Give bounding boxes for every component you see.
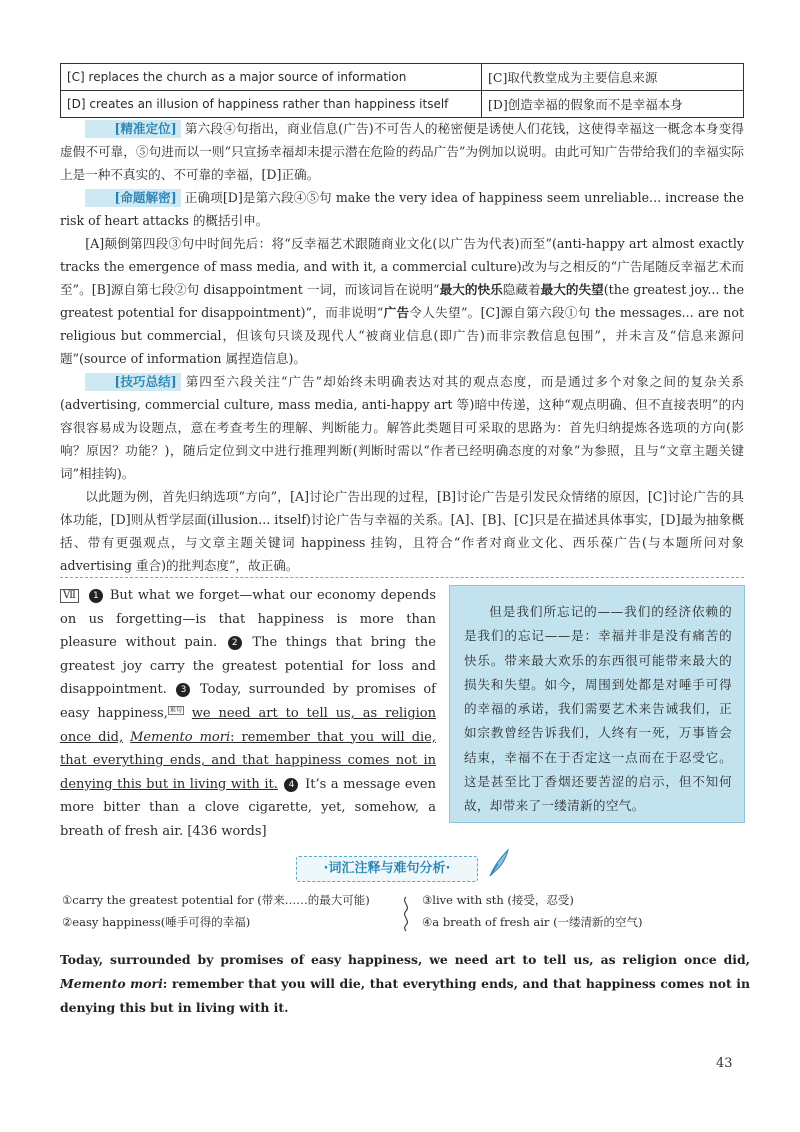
sentence-number-4: 4 bbox=[284, 778, 298, 792]
translation-box: 但是我们所忘记的——我们的经济依赖的是我们的忘记——是：幸福并非是没有痛苦的快乐。带来最大欢乐的东西很可能带来最大的损失和失望。如今，周围到处都是对唾手可得的幸福的承诺，我们需要艺术来告诫我们，正如宗教曾经告诉我们，人终有一死，万事皆会结束，幸福不在于否定这一点而在于忍受它。这是甚至比丁香烟还要苦涩的启示，但不知何故，却带来了一缕清新的空气。 bbox=[449, 585, 745, 823]
page-number: 43 bbox=[716, 1056, 733, 1071]
tip-text: 第四至六段关注“广告”却始终未明确表达对其的观点态度，而是通过多个对象之间的复杂关系(advertising, commercial culture, mass media, anti-happy art 等)暗中传递，这种“观点明确、但不直接表明”的内容很容易成为设题点，意在考查考生的理解、判断能力。解答此类题目可采取的思路为：首先归纳提炼各选项的方向(影响？原因？功能？)，随后定位到文中进行推理判断(判断时需以“作者已经明确态度的对象”为参照，且与“文章主题关键词”相挂钩)。 bbox=[60, 374, 744, 481]
difficult-sentence-part-2: : remember that you will die, that everything ends, and that happiness comes not in denying this but in living with it. bbox=[60, 976, 750, 1015]
locate-paragraph bbox=[60, 117, 744, 186]
vocab-section-title: ·词汇注释与难句分析· bbox=[296, 856, 478, 882]
wrong-c-text: 令人失望”。[C]源自第六段①句 the messages... are not religious but commercial，但该句只谈及现代人“被商业信息(即广告)而非宗教信息包围”，并未言及“信息来源问题”(source of information 属捏造信息)。 bbox=[60, 305, 745, 366]
table-row bbox=[61, 64, 744, 91]
decode-paragraph bbox=[60, 186, 744, 232]
option-d-zh: [D]创造幸福的假象而不是幸福本身 bbox=[482, 91, 744, 118]
wrong-options-paragraph bbox=[60, 232, 744, 370]
tip-tag: [技巧总结] bbox=[85, 373, 180, 391]
difficult-sentence-mark: 难句 bbox=[169, 706, 182, 714]
option-d-en: [D] creates an illusion of happiness rather than happiness itself bbox=[61, 91, 482, 118]
vocab-item-2: ②easy happiness(唾手可得的幸福) bbox=[62, 915, 251, 929]
locate-text: 第六段④句指出，商业信息(广告)不可告人的秘密便是诱使人们花钱，这使得幸福这一概念本身变得虚假不可靠，⑤句进而以一则“只宣扬幸福却未提示潜在危险的药品广告”为例加以说明。由此可知广告带给我们的幸福实际上是一种不真实的、不可靠的幸福，[D]正确。 bbox=[60, 121, 744, 182]
table-row bbox=[61, 91, 744, 118]
locate-tag: [精准定位] bbox=[85, 120, 180, 138]
decode-tag: [命题解密] bbox=[85, 189, 180, 207]
decode-text: 正确项[D]是第六段④⑤句 make the very idea of happiness seem unreliable... increase the risk of heart attacks 的概括引申。 bbox=[60, 190, 744, 228]
vocab-item-1: ①carry the greatest potential for (带来……的最大可能) bbox=[62, 893, 370, 907]
bold-advertising: 广告 bbox=[383, 305, 410, 320]
sentence-3-underlined-b: : remember that you will die, that everything ends, and that happiness comes not in denying this but in living with it. bbox=[60, 729, 437, 792]
quill-pen-icon bbox=[486, 848, 512, 878]
sentence-number-1: 1 bbox=[89, 589, 103, 603]
option-c-en: [C] replaces the church as a major source of information bbox=[61, 64, 482, 91]
difficult-sentence-italic: Memento mori bbox=[60, 976, 163, 991]
example-paragraph: 以此题为例，首先归纳选项“方向”，[A]讨论广告出现的过程，[B]讨论广告是引发民众情绪的原因，[C]讨论广告的具体功能，[D]则从哲学层面(illusion... itself)讨论广告与幸福的关系。[A]、[B]、[C]只是在描述具体事实，[D]最为抽象概括、带有更强观点，与文章主题关键词 happiness 挂钩，且符合“作者对商业文化、西乐葆广告(与本题所问对象 advertising 重合)的批判态度”，故正确。 bbox=[60, 489, 744, 573]
decorative-swirl-icon bbox=[400, 896, 412, 932]
vocab-item-3: ③live with sth (接受，忍受) bbox=[422, 893, 574, 907]
sentence-3-intro: Today, surrounded by promises of easy happiness, bbox=[60, 682, 436, 721]
bold-greatest-disappointment: 最大的失望 bbox=[540, 282, 604, 297]
difficult-sentence-part-1: Today, surrounded by promises of easy happiness, we need art to tell us, as religion once did, bbox=[60, 952, 750, 967]
options-table bbox=[60, 63, 744, 118]
sentence-number-3: 3 bbox=[176, 683, 190, 697]
passage-paragraph-7 bbox=[60, 584, 436, 844]
answer-analysis bbox=[60, 117, 744, 577]
sentence-3-underlined-a: we need art to tell us, as religion once did, bbox=[60, 705, 437, 745]
word-count: [436 words] bbox=[187, 823, 267, 839]
wrong-a-text: [A]颠倒第四段③句中时间先后：将“反幸福艺术跟随商业文化(以广告为代表)而至”(anti-happy art almost exactly tracks the emergence of mass media, and with it, a commercial culture)改为与之相反的“广告尾随反幸福艺术而至”。[B]源自第七段②句 disappointment 一词，而该词旨在说明“ bbox=[60, 236, 744, 297]
difficult-sentence bbox=[60, 948, 750, 1020]
wrong-b-post: (the greatest joy... the greatest potential for disappointment)”，而非说明“ bbox=[60, 282, 745, 320]
option-c-zh: [C]取代教堂成为主要信息来源 bbox=[482, 64, 744, 91]
section-divider bbox=[60, 577, 744, 578]
sentence-1: But what we forget—what our economy depends on us forgetting—is that happiness is more than pleasure without pain. bbox=[60, 588, 436, 651]
paragraph-number: Ⅶ bbox=[60, 589, 79, 603]
sentence-4: It’s a message even more bitter than a clove cigarette, yet, somehow, a breath of fresh air. bbox=[60, 776, 436, 839]
memento-mori: Memento mori bbox=[130, 729, 231, 745]
bold-greatest-joy: 最大的快乐 bbox=[439, 282, 503, 297]
tip-paragraph bbox=[60, 370, 744, 485]
vocab-item-4: ④a breath of fresh air (一缕清新的空气) bbox=[422, 915, 643, 929]
sentence-2: The things that bring the greatest joy carry the greatest potential for loss and disappointment. bbox=[60, 635, 436, 698]
wrong-b-mid: 隐藏着 bbox=[502, 282, 541, 297]
sentence-number-2: 2 bbox=[228, 636, 242, 650]
